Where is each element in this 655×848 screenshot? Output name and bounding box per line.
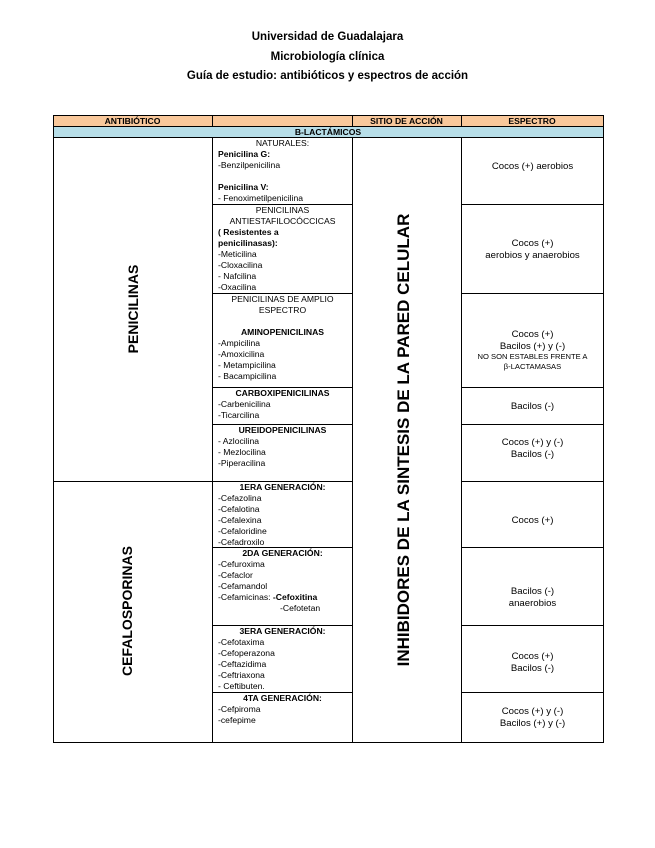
subgroup-title: 4TA GENERACIÓN:	[243, 693, 322, 703]
table-divider	[461, 204, 604, 205]
subgroup-title: PENICILINAS DE AMPLIO	[231, 294, 334, 304]
column-header-site: SITIO DE ACCIÓN	[370, 116, 443, 126]
column-header-spectrum: ESPECTRO	[508, 116, 556, 126]
drug-item: -Cefamandol	[218, 581, 268, 591]
subgroup-title: ESPECTRO	[258, 305, 307, 315]
course-title: Microbiología clínica	[270, 51, 385, 63]
spectrum-value: Cocos (+)	[511, 651, 554, 662]
drug-item: -Benzilpenicilina	[218, 160, 281, 170]
drug-item: -Cefazolina	[218, 493, 262, 503]
subgroup-title: CARBOXIPENICILINAS	[235, 388, 330, 398]
spectrum-value: Cocos (+)	[511, 329, 554, 340]
table-divider	[352, 137, 353, 743]
drug-item: -Ceftriaxona	[218, 670, 265, 680]
guide-title: Guía de estudio: antibióticos y espectros de acción	[186, 70, 469, 82]
drug-item: -Amoxicilina	[218, 349, 265, 359]
subgroup-title: 1ERA GENERACIÓN:	[239, 482, 326, 492]
drug-item: - Azlocilina	[218, 436, 260, 446]
drug-item: -Cefadroxilo	[218, 537, 265, 547]
drug-item: -Cloxacilina	[218, 260, 263, 270]
table-border-right	[603, 115, 604, 743]
drug-item: -Cefalexina	[218, 515, 262, 525]
spectrum-value: Cocos (+) y (-)	[501, 706, 564, 717]
drug-item: -cefepime	[218, 715, 256, 725]
table-divider	[212, 137, 213, 743]
table-border-left	[53, 115, 54, 743]
spectrum-value: Cocos (+)	[511, 238, 554, 249]
spectrum-note: β-LACTAMASAS	[503, 362, 562, 371]
spectrum-value: Bacilos (+) y (-)	[499, 341, 566, 352]
drug-item: -Cefoperazona	[218, 648, 275, 658]
spectrum-value: aerobios y anaerobios	[485, 250, 580, 261]
subgroup-title: AMINOPENICILINAS	[240, 327, 325, 337]
site-of-action-label: INHIBIDORES DE LA SINTESIS DE LA PARED CELULAR	[394, 213, 413, 667]
drug-item: -Cefotetan	[280, 603, 321, 613]
drug-heading: penicilinasas):	[218, 238, 278, 248]
spectrum-value: Bacilos (-)	[510, 449, 555, 460]
table-divider	[461, 387, 604, 388]
table-divider	[461, 293, 604, 294]
drug-item: -Carbenicilina	[218, 399, 271, 409]
spectrum-note: NO SON ESTABLES FRENTE A	[477, 352, 588, 361]
drug-item: -Ceftazidima	[218, 659, 267, 669]
drug-item: - Metampicilina	[218, 360, 276, 370]
subgroup-title: ANTIESTAFILOCÓCCICAS	[229, 216, 336, 226]
table-divider	[461, 424, 604, 425]
drug-heading: Penicilina V:	[218, 182, 269, 192]
spectrum-value: anaerobios	[508, 598, 557, 609]
section-label: B-LACTÁMICOS	[294, 127, 362, 137]
subgroup-title: PENICILINAS	[255, 205, 310, 215]
table-divider	[461, 481, 604, 482]
drug-item: -Cefuroxima	[218, 559, 265, 569]
family-label-cefalosporinas: CEFALOSPORINAS	[119, 546, 135, 676]
table-divider	[461, 692, 604, 693]
table-divider	[461, 547, 604, 548]
drug-item: -Meticilina	[218, 249, 257, 259]
column-header-antibiotic: ANTIBIÓTICO	[104, 116, 161, 126]
drug-item	[218, 592, 317, 603]
drug-item: -Ampicilina	[218, 338, 261, 348]
drug-item: -Oxacilina	[218, 282, 257, 292]
subgroup-title: UREIDOPENICILINAS	[238, 425, 327, 435]
drug-item: - Bacampicilina	[218, 371, 277, 381]
spectrum-value: Bacilos (-)	[510, 401, 555, 412]
subgroup-title: NATURALES:	[255, 138, 310, 148]
drug-item: - Mezlocilina	[218, 447, 266, 457]
drug-item: -Cefalotina	[218, 504, 260, 514]
drug-heading: Penicilina G:	[218, 149, 271, 159]
spectrum-value: Bacilos (+) y (-)	[499, 718, 566, 729]
family-label-penicilinas: PENICILINAS	[125, 264, 141, 354]
drug-item: -Cefpiroma	[218, 704, 261, 714]
spectrum-value: Cocos (+)	[511, 515, 554, 526]
table-border-bottom	[53, 742, 604, 743]
drug-heading: ( Resistentes a	[218, 227, 279, 237]
drug-item: - Fenoximetilpenicilina	[218, 193, 304, 203]
university-title: Universidad de Guadalajara	[251, 31, 404, 43]
table-divider	[212, 115, 213, 126]
drug-item: -Cefaclor	[218, 570, 253, 580]
drug-item-label: -Cefamicinas:	[218, 592, 273, 602]
spectrum-value: Bacilos (-)	[510, 663, 555, 674]
spectrum-value: Bacilos (-)	[510, 586, 555, 597]
subgroup-title: 2DA GENERACIÓN:	[242, 548, 323, 558]
drug-item: -Cefotaxima	[218, 637, 265, 647]
table-divider	[461, 625, 604, 626]
drug-item: -Piperacilina	[218, 458, 266, 468]
subgroup-title: 3ERA GENERACIÓN:	[239, 626, 326, 636]
spectrum-value: Cocos (+) aerobios	[491, 161, 574, 172]
drug-item: - Ceftibuten.	[218, 681, 265, 691]
drug-item: - Nafcilina	[218, 271, 257, 281]
drug-item-bold: -Cefoxitina	[272, 592, 318, 602]
drug-item: -Ticarcilina	[218, 410, 260, 420]
spectrum-value: Cocos (+) y (-)	[501, 437, 564, 448]
drug-item: -Cefaloridine	[218, 526, 267, 536]
